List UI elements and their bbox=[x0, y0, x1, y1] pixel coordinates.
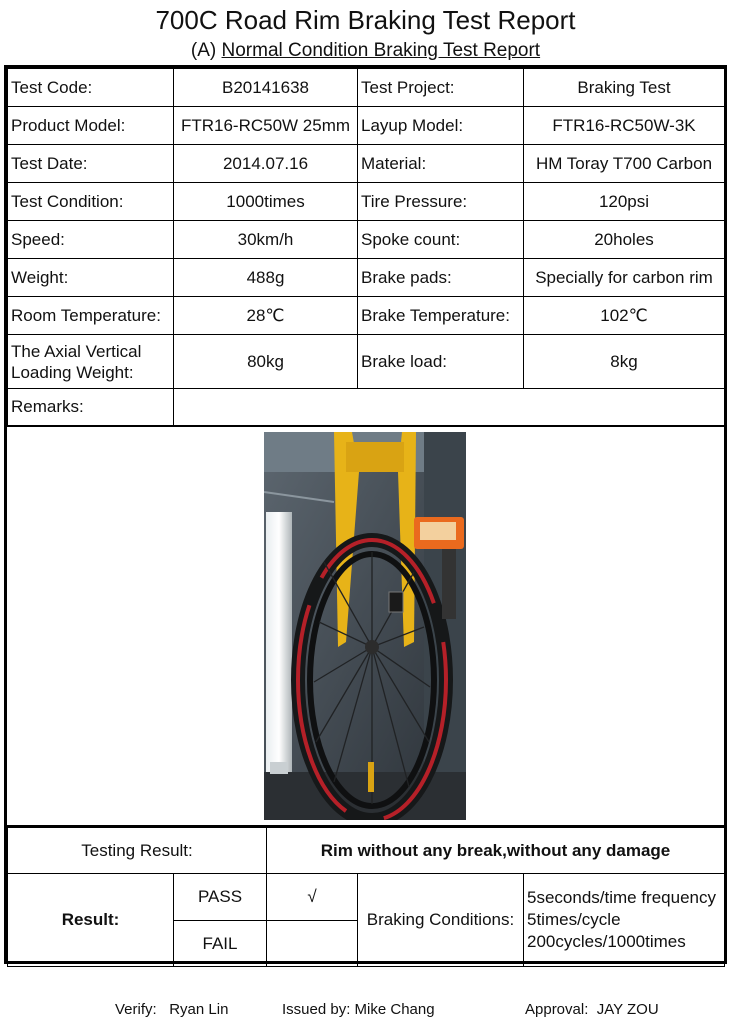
approval-label: Approval: bbox=[525, 1001, 589, 1018]
material-label: Material: bbox=[358, 145, 524, 183]
speed-label: Speed: bbox=[8, 221, 174, 259]
braking-conditions-label: Braking Conditions: bbox=[358, 874, 524, 967]
layup-model-value: FTR16-RC50W-3K bbox=[524, 107, 725, 145]
brake-load-value: 8kg bbox=[524, 335, 725, 389]
remarks-value bbox=[174, 389, 725, 426]
issued-signature bbox=[282, 1000, 435, 1020]
axial-loading-weight-value: 80kg bbox=[174, 335, 358, 389]
test-date-label: Test Date: bbox=[8, 145, 174, 183]
subtitle-main: Normal Condition Braking Test Report bbox=[221, 40, 541, 61]
info-table bbox=[7, 68, 725, 426]
table-row bbox=[8, 828, 725, 874]
brake-pads-value: Specially for carbon rim bbox=[524, 259, 725, 297]
issued-label: Issued by: bbox=[282, 1001, 351, 1018]
subtitle-prefix: (A) bbox=[190, 40, 217, 61]
report-subtitle bbox=[0, 39, 731, 63]
test-date-value: 2014.07.16 bbox=[174, 145, 358, 183]
pass-label: PASS bbox=[174, 874, 267, 921]
testing-result-value: Rim without any break,without any damage bbox=[267, 828, 725, 874]
weight-value: 488g bbox=[174, 259, 358, 297]
results-table bbox=[7, 827, 725, 967]
testing-result-label: Testing Result: bbox=[8, 828, 267, 874]
table-row bbox=[8, 297, 725, 335]
tire-pressure-value: 120psi bbox=[524, 183, 725, 221]
room-temperature-label: Room Temperature: bbox=[8, 297, 174, 335]
test-condition-value: 1000times bbox=[174, 183, 358, 221]
test-code-value: B20141638 bbox=[174, 69, 358, 107]
brake-load-label: Brake load: bbox=[358, 335, 524, 389]
product-model-value: FTR16-RC50W 25mm bbox=[174, 107, 358, 145]
approval-name: JAY ZOU bbox=[596, 1001, 659, 1018]
verify-name: Ryan Lin bbox=[169, 1001, 229, 1018]
room-temperature-value: 28℃ bbox=[174, 297, 358, 335]
test-project-label: Test Project: bbox=[358, 69, 524, 107]
table-row bbox=[8, 874, 725, 921]
axial-loading-weight-label: The Axial Vertical Loading Weight: bbox=[8, 335, 174, 389]
table-row bbox=[8, 389, 725, 426]
brake-temperature-label: Brake Temperature: bbox=[358, 297, 524, 335]
weight-label: Weight: bbox=[8, 259, 174, 297]
table-row bbox=[8, 259, 725, 297]
verify-label: Verify: bbox=[115, 1001, 157, 1018]
speed-value: 30km/h bbox=[174, 221, 358, 259]
spoke-count-value: 20holes bbox=[524, 221, 725, 259]
table-row bbox=[8, 107, 725, 145]
braking-condition-line: 200cycles/1000times bbox=[527, 932, 686, 951]
braking-condition-line: 5seconds/time frequency bbox=[527, 888, 716, 907]
test-condition-label: Test Condition: bbox=[8, 183, 174, 221]
brake-temperature-value: 102℃ bbox=[524, 297, 725, 335]
fail-label: FAIL bbox=[174, 921, 267, 967]
report-frame bbox=[4, 65, 727, 964]
tire-pressure-label: Tire Pressure: bbox=[358, 183, 524, 221]
test-project-value: Braking Test bbox=[524, 69, 725, 107]
remarks-label: Remarks: bbox=[8, 389, 174, 426]
table-row bbox=[8, 183, 725, 221]
table-row bbox=[8, 145, 725, 183]
braking-conditions-value bbox=[524, 874, 725, 967]
brake-pads-label: Brake pads: bbox=[358, 259, 524, 297]
test-rig-photo bbox=[264, 432, 466, 820]
test-code-label: Test Code: bbox=[8, 69, 174, 107]
layup-model-label: Layup Model: bbox=[358, 107, 524, 145]
table-row bbox=[8, 335, 725, 389]
material-value: HM Toray T700 Carbon bbox=[524, 145, 725, 183]
result-label: Result: bbox=[8, 874, 174, 967]
pass-mark: √ bbox=[267, 874, 358, 921]
table-row bbox=[8, 221, 725, 259]
verify-signature bbox=[115, 1000, 228, 1020]
photo-section bbox=[7, 425, 724, 827]
report-title: 700C Road Rim Braking Test Report bbox=[155, 5, 576, 35]
spoke-count-label: Spoke count: bbox=[358, 221, 524, 259]
product-model-label: Product Model: bbox=[8, 107, 174, 145]
braking-condition-line: 5times/cycle bbox=[527, 910, 621, 929]
table-row bbox=[8, 69, 725, 107]
issued-name: Mike Chang bbox=[354, 1001, 435, 1018]
fail-mark bbox=[267, 921, 358, 967]
approval-signature bbox=[525, 1000, 659, 1020]
